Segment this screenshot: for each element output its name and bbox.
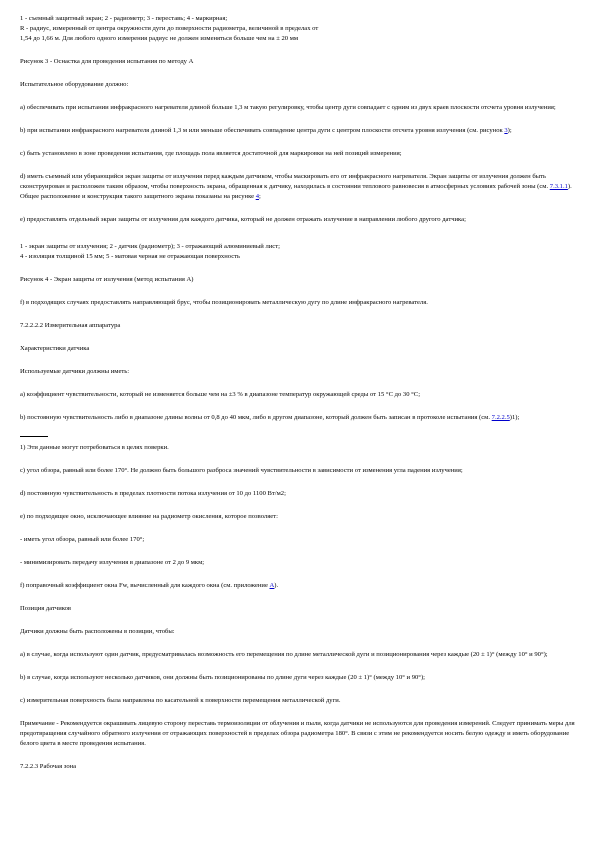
sensor-item-b (20, 413, 575, 423)
sensor-item-c: c) угол обзора, равный или более 170°. Не должно быть большого разброса значений чувствительности в зависимости от изменения угла падения излучения; (20, 467, 463, 474)
sensor-item-b-text: b) постоянную чувствительность либо в диапазоне длины волны от 0,8 до 40 мкм, либо в другом диапазоне, который должен быть записан в протоколе испытания (см. (20, 414, 492, 421)
equipment-item-c: c) быть установлено в зоне проведения испытания, где площадь пола является достаточной для маркировки на ней позиций измерения; (20, 150, 402, 157)
figure-4-legend-line-2: 4 - изоляция толщиной 15 мм; 5 - матовая черная не отражающая поверхность (20, 253, 241, 260)
equipment-item-b (20, 126, 575, 136)
equipment-item-d-text: d) иметь съемный или убирающийся экран защиты от излучения перед каждым датчиком, чтобы маскировать его от инфракрасного нагревателя. Экран защиты от излучения должен быть сконструирован и расположен таким образом, чтобы поверхность экрана, обращенная к датчику, находилась в состоянии теплового равновесия в атмосферных условиях рабочей зоны (см. (20, 173, 550, 190)
figure-3-link[interactable]: 3 (504, 127, 508, 134)
footnote-separator (20, 436, 48, 437)
sensor-item-f-tail: ). (274, 582, 279, 589)
sensor-item-e-dash-1: - иметь угол обзора, равный или более 170°; (20, 536, 145, 543)
sensor-position-heading: Позиция датчиков (20, 605, 72, 612)
section-7222-heading: 7.2.2.2.2 Измерительная аппаратура (20, 322, 121, 329)
sensor-item-d: d) постоянную чувствительность в пределах плотности потока излучения от 10 до 1100 Вт/м2; (20, 490, 286, 497)
equipment-item-d-tail: ; (258, 193, 261, 200)
section-7225-link[interactable]: 7.2.2.5 (491, 414, 510, 421)
sensor-position-intro: Датчики должны быть расположены в позиции, чтобы: (20, 628, 175, 635)
figure-4-title: Рисунок 4 - Экран защиты от излучения (метод испытания А) (20, 276, 194, 283)
section-7223-heading: 7.2.2.3 Рабочая зона (20, 763, 77, 770)
sensors-intro: Используемые датчики должны иметь: (20, 368, 130, 375)
appendix-a-link[interactable]: A (269, 582, 275, 589)
section-7311-link[interactable]: 7.3.1.1 (549, 183, 568, 190)
sensor-item-f-text: f) поправочный коэффициент окна Fw, вычисленный для каждого окна (см. приложение (20, 582, 270, 589)
position-item-a: а) в случае, когда используют один датчик, предусматривалась возможность его перемещения по длине металлической дуги и позиционирования через каждые (20 ± 1)° (между 10° и 90°); (20, 651, 548, 658)
equipment-item-f: f) в подходящих случаях предоставлять направляющий брус, чтобы позиционировать металлическую дугу по длине инфракрасного нагревателя. (20, 299, 428, 306)
equipment-item-e: e) предоставлять отдельный экран защиты от излучения для каждого датчика, который не должен отражать излучение в направлении любого другого датчика; (20, 216, 466, 223)
equipment-item-d-middle: ). Общее расположение и конструкция такого защитного экрана показаны на рисунке (20, 183, 572, 200)
sensor-item-e: e) по подходящее окно, исключающее влияние на радиометр окисления, которое позволяет: (20, 513, 278, 520)
position-item-b: b) в случае, когда используют несколько датчиков, они должны быть позиционированы по длине дуги через каждые (20 ± 1)° (между 10° и 90°); (20, 674, 425, 681)
sensor-item-f (20, 581, 575, 591)
note-paragraph: Примечание - Рекомендуется окрашивать лицевую сторону переставь термоизоляции от облучения и пыли, когда датчики не используются для проведения измерений. Следует принимать меры для предотвращения случайного обратного излучения от отражающих поверхностей в пределах обзора радиометра 180°. В связи с этим не рекомендуется носить белую одежду и иметь оборудование белого цвета в месте проведения испытания. (20, 720, 575, 747)
sensor-characteristics-heading: Характеристики датчика (20, 345, 90, 352)
equipment-item-b-tail: ); (507, 127, 512, 134)
figure-3-title: Рисунок 3 - Оснастка для проведения испытания по методу А (20, 58, 194, 65)
document-page (20, 14, 575, 772)
position-item-c: c) измерительная поверхность была направлена по касательной к поверхности перемещения металлической дуги. (20, 697, 341, 704)
figure-3-legend-line-1: 1 - съемный защитный экран; 2 - радиометр; 3 - переставь; 4 - маркирная; (20, 15, 228, 22)
equipment-heading: Испытательное оборудование должно: (20, 81, 129, 88)
figure-4-legend-line-1: 1 - экран защиты от излучения; 2 - датчик (радиометр); 3 - отражающий алюминиевый лист; (20, 243, 280, 250)
sensor-item-b-tail: )1); (509, 414, 520, 421)
figure-3-legend-line-2: R - радиус, измеренный от центра окружности дуги до поверхности радиометра, величиной в пределах от (20, 25, 319, 32)
figure-4-link[interactable]: 4 (255, 193, 259, 200)
sensor-item-e-dash-2: - минимизировать передачу излучения в диапазоне от 2 до 9 мкм; (20, 559, 205, 566)
footnote: 1) Эти данные могут потребоваться в целях поверки. (20, 444, 169, 451)
sensor-item-a: а) коэффициент чувствительности, который не изменяется больше чем на ±3 % в диапазоне температур окружающей среды от 15 °С до 30 °С; (20, 391, 421, 398)
figure-3-legend-line-3: 1,54 до 1,66 м. Для любого одного измерения радиус не должен изменяться больше чем на ± 20 мм (20, 35, 299, 42)
equipment-item-a: а) обеспечивать при испытании инфракрасного нагревателя длиной больше 1,3 м такую регулировку, чтобы центр дуги совпадает с одним из двух краев плоскости отсчета уровня излучения; (20, 104, 556, 111)
equipment-item-b-text: b) при испытании инфракрасного нагревателя длиной 1,3 м или меньше обеспечивать совпадение центра дуги с центром плоскости отсчета уровня излучения (см. рисунок (20, 127, 505, 134)
equipment-item-d (20, 172, 575, 202)
